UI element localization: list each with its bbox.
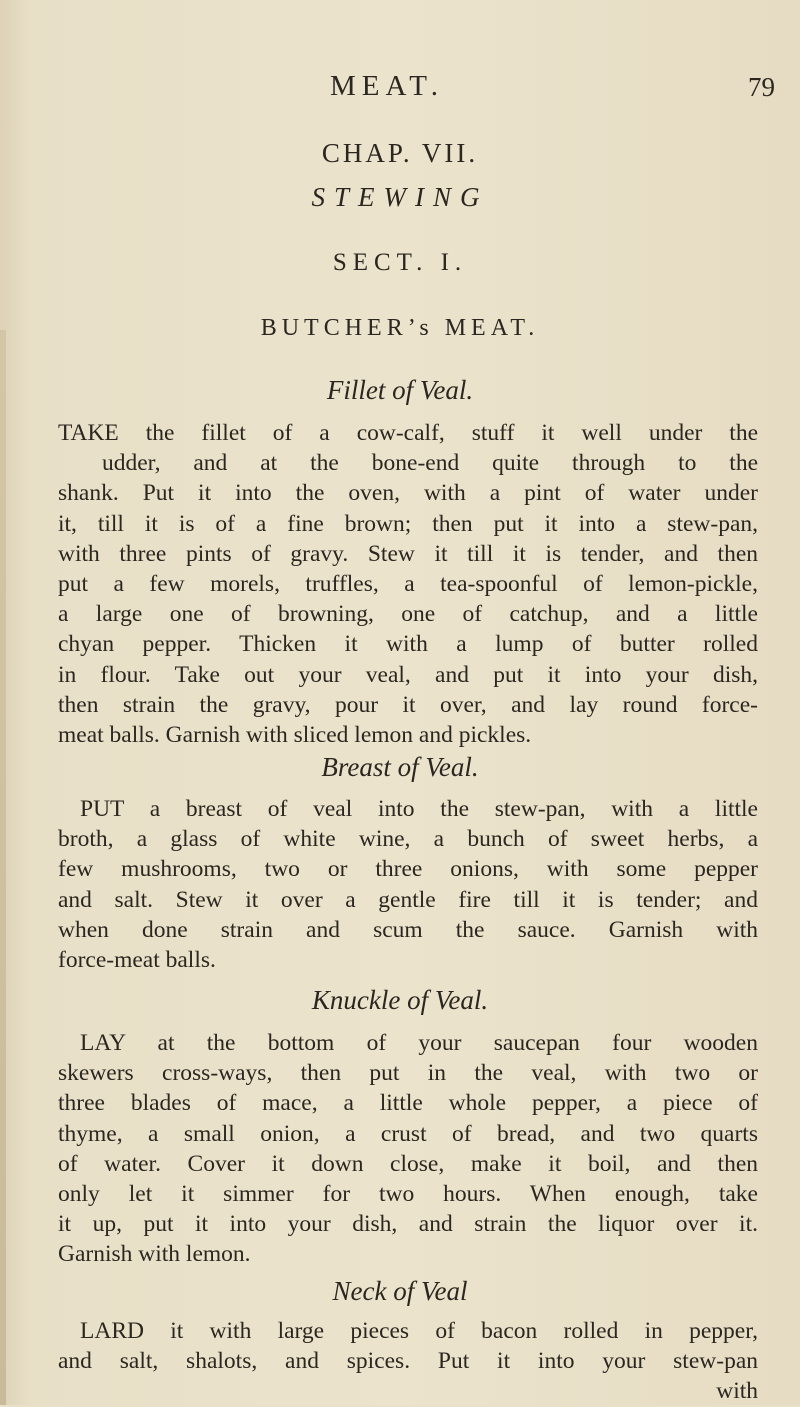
text-line: three blades of mace, a little whole pepper, a piece of bbox=[58, 1090, 758, 1117]
recipe-body bbox=[58, 418, 758, 750]
chapter-heading: CHAP. VII. bbox=[321, 138, 479, 168]
text-line: LARD it with large pieces of bacon rolled in pepper, bbox=[80, 1318, 758, 1344]
text-line: udder, and at the bone-end quite through to the bbox=[102, 450, 758, 477]
text-line: shank. Put it into the oven, with a pint of water under bbox=[58, 480, 758, 507]
text-line: when done strain and scum the sauce. Garnish with bbox=[58, 916, 758, 943]
text-line: in flour. Take out your veal, and put it into your dish, bbox=[58, 661, 758, 688]
text-line: and salt. Stew it over a gentle fire till it is tender; and bbox=[58, 886, 758, 913]
text-line: it, till it is of a fine brown; then put it into a stew-pan, bbox=[58, 510, 758, 537]
text-line: then strain the gravy, pour it over, and lay round force- bbox=[58, 691, 758, 718]
text-line: with three pints of gravy. Stew it till it is tender, and then bbox=[58, 540, 758, 567]
text-line: TAKE the fillet of a cow-calf, stuff it well under the bbox=[58, 420, 758, 446]
recipe-heading: Breast of Veal. bbox=[321, 752, 479, 782]
text-line: of water. Cover it down close, make it boil, and then bbox=[58, 1150, 758, 1177]
text-line: thyme, a small onion, a crust of bread, and two quarts bbox=[58, 1120, 758, 1147]
page-edge-shadow bbox=[0, 330, 6, 1405]
text-line: a large one of browning, one of catchup, and a little bbox=[58, 601, 758, 628]
recipe-heading: Knuckle of Veal. bbox=[311, 985, 489, 1015]
text-line: it up, put it into your dish, and strain the liquor over it. bbox=[58, 1211, 758, 1238]
recipe-body bbox=[58, 794, 758, 975]
text-line: Garnish with lemon. bbox=[58, 1241, 251, 1268]
text-line: PUT a breast of veal into the stew-pan, with a little bbox=[80, 796, 758, 822]
text-line: meat balls. Garnish with sliced lemon and pickles. bbox=[58, 722, 532, 749]
text-line: few mushrooms, two or three onions, with some pepper bbox=[58, 856, 758, 883]
text-line: broth, a glass of white wine, a bunch of sweet herbs, a bbox=[58, 826, 758, 853]
text-line: skewers cross-ways, then put in the veal, with two or bbox=[58, 1060, 758, 1087]
text-line: chyan pepper. Thicken it with a lump of butter rolled bbox=[58, 631, 758, 658]
text-line: put a few morels, truffles, a tea-spoonful of lemon-pickle, bbox=[58, 571, 758, 598]
text-line: LAY at the bottom of your saucepan four wooden bbox=[80, 1030, 758, 1056]
text-line: force-meat balls. bbox=[58, 947, 216, 974]
recipe-heading: Fillet of Veal. bbox=[326, 375, 474, 405]
section-title: BUTCHER’s MEAT. bbox=[260, 315, 540, 341]
chapter-subject: STEWING bbox=[311, 182, 489, 212]
recipe-heading: Neck of Veal bbox=[332, 1276, 468, 1306]
recipe-body bbox=[58, 1316, 758, 1407]
recipe-body bbox=[58, 1028, 758, 1270]
section-heading: SECT. I. bbox=[332, 249, 468, 276]
page-number: 79 bbox=[748, 72, 775, 102]
catchword: with bbox=[716, 1378, 758, 1405]
text-line: only let it simmer for two hours. When enough, take bbox=[58, 1181, 758, 1208]
running-head bbox=[0, 70, 800, 110]
text-line: and salt, shalots, and spices. Put it into your stew-pan bbox=[58, 1348, 758, 1375]
running-title: MEAT. bbox=[330, 70, 445, 102]
